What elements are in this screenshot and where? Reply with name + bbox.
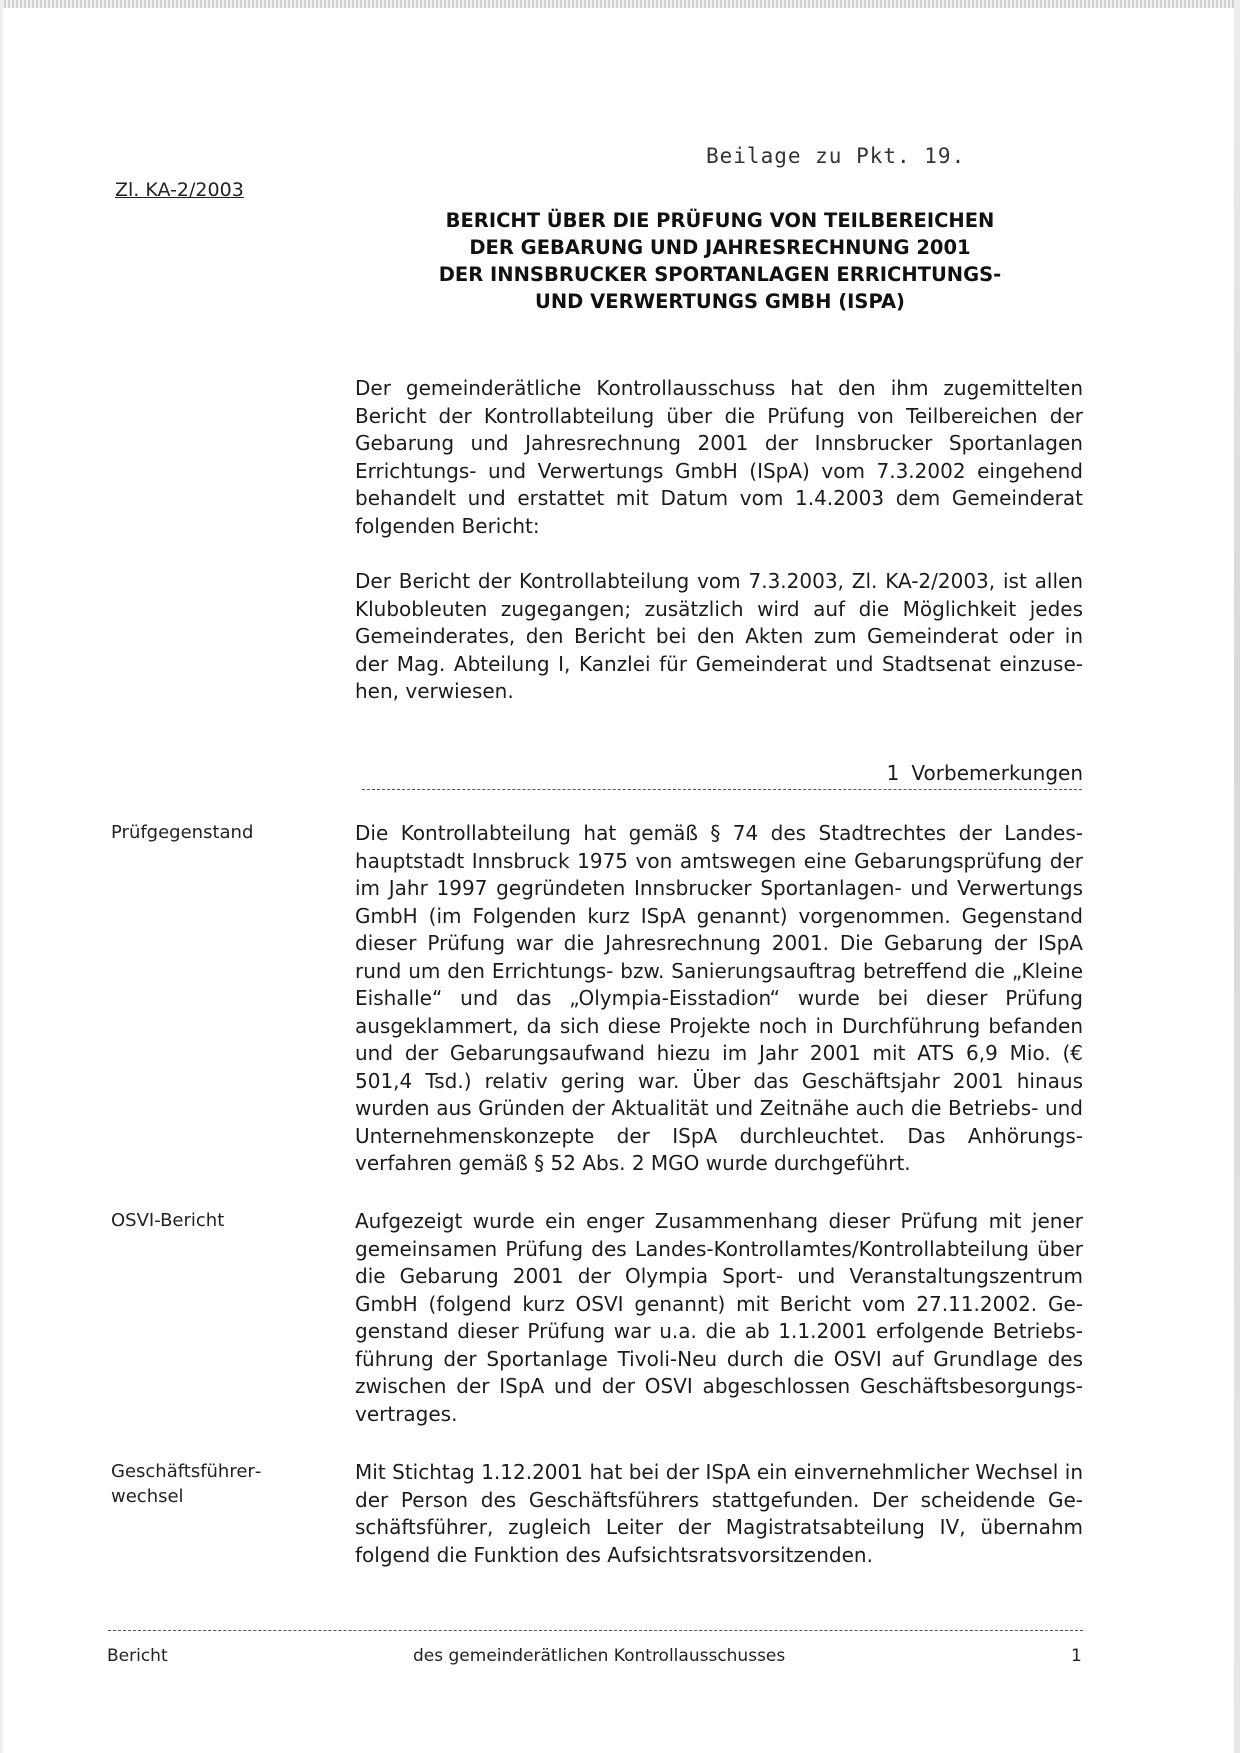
margin-label-pruefgegenstand: Prüfgegenstand <box>111 822 254 843</box>
title-line-1: BERICHT ÜBER DIE PRÜFUNG VON TEILBEREICHEN <box>445 209 995 232</box>
footer-left: Bericht <box>107 1646 168 1666</box>
reference-number: Zl. KA-2/2003 <box>115 179 244 201</box>
section-title: Vorbemerkungen <box>911 761 1083 785</box>
footer-divider <box>108 1630 1083 1631</box>
paragraph-osvi: Aufgezeigt wurde ein enger Zusammenhang dieser Prüfung mit jener gemeinsamen Prüfung des Landes-Kontrollamtes/Kontrollabteilung über die Gebarung 2001 der Olympia Sport- und Veranstaltungszentrum GmbH (folgend kurz OSVI genannt) mit Bericht vom 27.11.2002. Gegenstand dieser Prüfung war u.a. die ab 1.1.2001 erfolgende Betriebsführung der Sportanlage Tivoli-Neu durch die OSVI auf Grundlage des zwischen der ISpA und der OSVI abgeschlossen Geschäftsbesorgungsvertrages. <box>355 1209 1083 1426</box>
section-heading <box>355 761 1083 785</box>
margin-label-geschaeftsfuehrer: Geschäftsführerwechsel <box>111 1461 262 1507</box>
scan-edge-right <box>1234 0 1240 1753</box>
section-number: 1 <box>886 761 900 785</box>
intro-paragraph-1: Der gemeinderätliche Kontrollausschuss hat den ihm zugemittelten Bericht der Kontrollabteilung über die Prüfung von Teilbereichen der Gebarung und Jahresrechnung 2001 der Innsbrucker Sportanlagen Errichtungs- und Verwertungs GmbH (ISpA) vom 7.3.2002 eingehend behandelt und erstattet mit Datum vom 1.4.2003 dem Gemeinderat folgenden Bericht: <box>355 376 1083 538</box>
margin-label-osvi: OSVI-Bericht <box>111 1210 225 1231</box>
section-divider <box>362 789 1082 790</box>
title-line-3: DER INNSBRUCKER SPORTANLAGEN ERRICHTUNGS- <box>438 263 1002 286</box>
footer-center: des gemeinderätlichen Kontrollausschusses <box>413 1646 786 1666</box>
paragraph-pruefgegenstand: Die Kontrollabteilung hat gemäß § 74 des Stadtrechtes der Landeshauptstadt Innsbruck 1975 von amtswegen eine Gebarungsprüfung der im Jahr 1997 gegründeten Innsbrucker Sportanlagen- und Verwertungs GmbH (im Folgenden kurz ISpA genannt) vorgenommen. Gegenstand dieser Prüfung war die Jahresrechnung 2001. Die Gebarung der ISpA rund um den Errichtungs- bzw. Sanierungsauftrag betreffend die „Kleine Eishalle“ und das „Olympia-Eisstadion“ wurde bei dieser Prüfung ausgeklammert, da sich diese Projekte noch in Durchführung befanden und der Gebarungsaufwand hiezu im Jahr 2001 mit ATS 6,9 Mio. (€ 501,4 Tsd.) relativ gering war. Über das Geschäftsjahr 2001 hinaus wurden aus Gründen der Aktualität und Zeitnähe auch die Betriebs- und Unternehmenskonzepte der ISpA durchleuchtet. Das Anhörungsverfahren gemäß § 52 Abs. 2 MGO wurde durchgeführt. <box>355 821 1083 1175</box>
report-title <box>400 207 1040 315</box>
page-number: 1 <box>1071 1646 1082 1666</box>
paragraph-geschaeftsfuehrer: Mit Stichtag 1.12.2001 hat bei der ISpA ein einvernehmlicher Wechsel in der Person des Geschäftsführers stattgefunden. Der scheidende Geschäftsführer, zugleich Leiter der Magistratsabteilung IV, übernahm folgend die Funktion des Aufsichtsratsvorsitzenden. <box>355 1460 1083 1567</box>
scan-edge-left <box>0 0 3 1753</box>
attachment-note: Beilage zu Pkt. 19. <box>706 144 966 168</box>
title-line-4: UND VERWERTUNGS GMBH (ISPA) <box>535 290 905 313</box>
intro-paragraph-2: Der Bericht der Kontrollabteilung vom 7.3.2003, Zl. KA-2/2003, ist allen Klubobleuten zugegangen; zusätzlich wird auf die Möglichkeit jedes Gemeinderates, den Bericht bei den Akten zum Gemeinderat oder in der Mag. Abteilung I, Kanzlei für Gemeinderat und Stadtsenat einzusehen, verwiesen. <box>355 569 1083 703</box>
scan-edge-top <box>0 0 1240 8</box>
title-line-2: DER GEBARUNG UND JAHRESRECHNUNG 2001 <box>469 236 971 259</box>
